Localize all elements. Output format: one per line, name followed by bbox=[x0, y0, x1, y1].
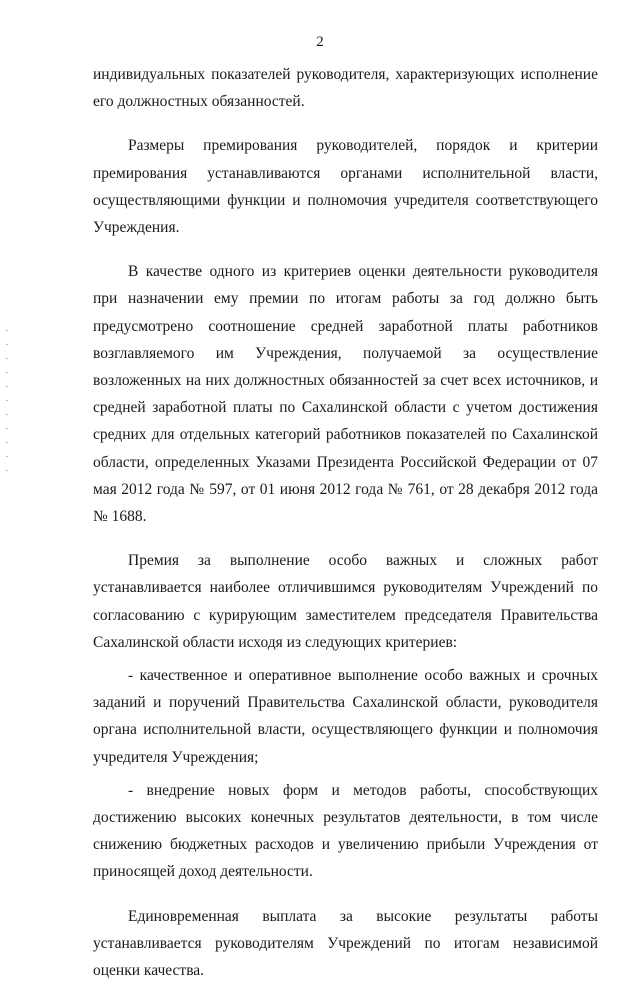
paragraph-salary-ratio-criterion: В качестве одного из критериев оценки деятельности руководителя при назначении ему премии по итогам работы за год должно быть предусмотрено соотношение средней заработной платы работников возглавляемого им Учреждения, получаемой за осуществление возложенных на них должностных обязанностей за счет всех источников, и средней заработной платы по Сахалинской области с учетом достижения средних для отдельных категорий работников показателей по Сахалинской области, определенных Указами Президента Российской Федерации от 07 мая 2012 года № 597, от 01 июня 2012 года № 761, от 28 декабря 2012 года № 1688. bbox=[93, 263, 598, 526]
document-body bbox=[93, 61, 598, 1001]
scan-margin-marks bbox=[6, 330, 8, 480]
paragraph-lump-sum-payment: Единовременная выплата за высокие результаты работы устанавливается руководителям Учреждений по итогам независимой оценки качества. bbox=[93, 907, 598, 980]
paragraph-special-work-bonus: Премия за выполнение особо важных и сложных работ устанавливается наиболее отличившимся руководителям Учреждений по согласованию с курирующим заместителем председателя Правительства Сахалинской области исходя из следующих критериев: bbox=[93, 552, 598, 651]
paragraph-bonus-sizes: Размеры премирования руководителей, порядок и критерии премирования устанавливаются органами исполнительной власти, осуществляющими функции и полномочия учредителя соответствующего Учреждения. bbox=[93, 137, 598, 237]
criterion-item-1: - качественное и оперативное выполнение особо важных и срочных заданий и поручений Правительства Сахалинской области, руководителя органа исполнительной власти, осуществляющего функции и полномочия учредителя Учреждения; bbox=[93, 667, 598, 766]
criterion-item-2: - внедрение новых форм и методов работы, способствующих достижению высоких конечных результатов деятельности, в том числе снижению бюджетных расходов и увеличению прибыли Учреждения от приносящей доход деятельности. bbox=[93, 781, 598, 881]
paragraph-continuation: индивидуальных показателей руководителя, характеризующих исполнение его должностных обязанностей. bbox=[93, 66, 598, 111]
page-number: 2 bbox=[316, 34, 324, 50]
